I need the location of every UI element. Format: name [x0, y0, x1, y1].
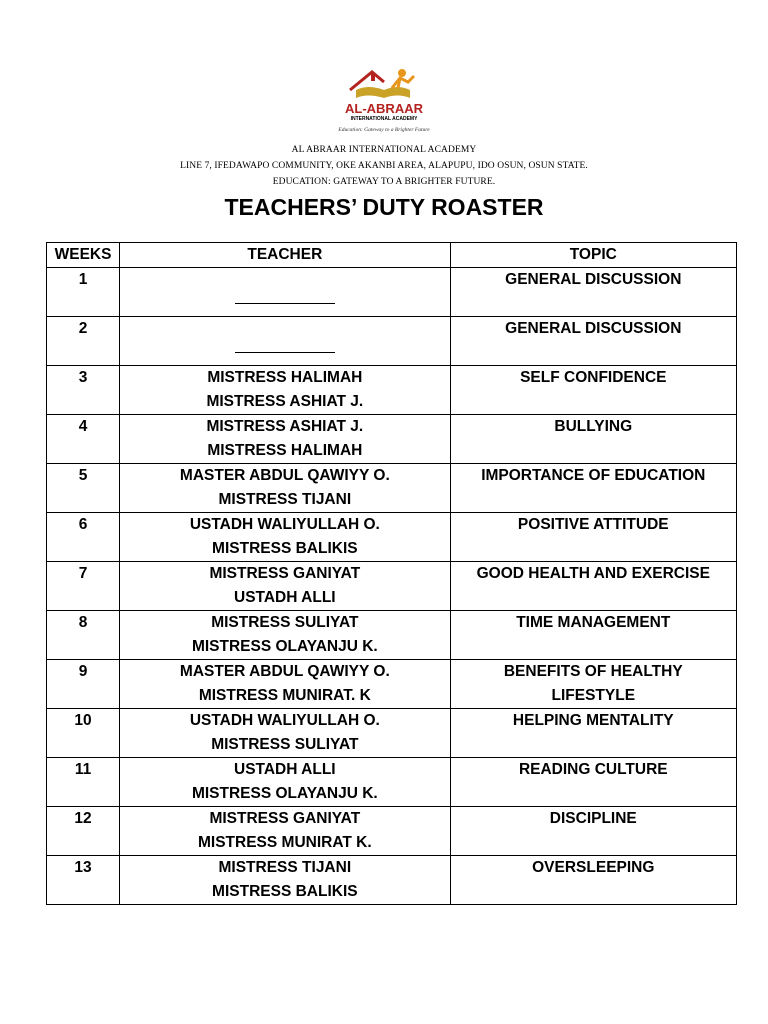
table-row	[47, 562, 737, 611]
school-motto: EDUCATION: GATEWAY TO A BRIGHTER FUTURE.	[272, 177, 496, 187]
teacher-name: MISTRESS MUNIRAT K.	[198, 834, 372, 851]
table-header-row	[47, 243, 737, 268]
topic-cell	[450, 611, 736, 660]
topic-text	[453, 390, 734, 414]
topic-cell	[450, 807, 736, 856]
topic-cell	[450, 366, 736, 415]
topic-cell	[450, 268, 736, 317]
teacher-name: MISTRESS HALIMAH	[207, 369, 363, 386]
teacher-name: USTADH WALIYULLAH O.	[189, 712, 380, 729]
topic-text: READING CULTURE	[518, 761, 668, 778]
teacher-name: MISTRESS OLAYANJU K.	[191, 638, 378, 655]
week-cell: 12	[47, 807, 120, 856]
topic-text: GOOD HEALTH AND EXERCISE	[476, 565, 710, 582]
week-cell: 10	[47, 709, 120, 758]
teacher-name: MISTRESS SULIYAT	[211, 736, 359, 753]
teacher-cell	[120, 856, 450, 905]
topic-cell	[450, 709, 736, 758]
teacher-name: MISTRESS BALIKIS	[212, 883, 358, 900]
teacher-cell	[120, 807, 450, 856]
teacher-name: MISTRESS MUNIRAT. K	[198, 687, 371, 704]
teacher-name: USTADH ALLI	[234, 589, 336, 606]
teacher-blank-line	[122, 292, 447, 316]
week-cell: 11	[47, 758, 120, 807]
teacher-cell	[120, 562, 450, 611]
teacher-blank-line	[122, 341, 447, 365]
teacher-name: MISTRESS TIJANI	[218, 491, 352, 508]
blank-underline	[235, 303, 335, 304]
topic-cell	[450, 856, 736, 905]
teacher-name: MISTRESS SULIYAT	[211, 614, 359, 631]
week-cell: 2	[47, 317, 120, 366]
teacher-line-empty	[122, 317, 447, 341]
table-row	[47, 268, 737, 317]
topic-text: GENERAL DISCUSSION	[505, 320, 682, 337]
topic-cell	[450, 660, 736, 709]
teacher-cell	[120, 660, 450, 709]
column-header-weeks: WEEKS	[47, 243, 120, 268]
topic-text: IMPORTANCE OF EDUCATION	[481, 467, 706, 484]
teacher-cell	[120, 709, 450, 758]
week-cell: 1	[47, 268, 120, 317]
topic-text	[453, 733, 734, 757]
topic-cell	[450, 317, 736, 366]
teacher-name: MISTRESS ASHIAT J.	[206, 393, 364, 410]
topic-text: HELPING MENTALITY	[512, 712, 674, 729]
teacher-name: MISTRESS OLAYANJU K.	[191, 785, 378, 802]
teacher-cell	[120, 758, 450, 807]
duty-roster-table	[46, 242, 737, 905]
topic-text: TIME MANAGEMENT	[516, 614, 671, 631]
table-row	[47, 807, 737, 856]
week-cell: 13	[47, 856, 120, 905]
topic-text	[453, 586, 734, 610]
school-logo	[0, 60, 768, 140]
logo-emblem-icon	[0, 60, 768, 140]
school-address: LINE 7, IFEDAWAPO COMMUNITY, OKE AKANBI AREA, ALAPUPU, IDO OSUN, OSUN STATE.	[180, 161, 588, 171]
topic-text	[453, 488, 734, 512]
blank-underline	[235, 352, 335, 353]
week-cell: 4	[47, 415, 120, 464]
topic-text	[453, 439, 734, 463]
table-row	[47, 611, 737, 660]
teacher-name: MISTRESS GANIYAT	[209, 810, 361, 827]
topic-text: BENEFITS OF HEALTHY	[503, 663, 683, 680]
school-name: AL ABRAAR INTERNATIONAL ACADEMY	[291, 145, 477, 155]
page-title: TEACHERS’ DUTY ROASTER	[224, 194, 544, 220]
topic-text	[453, 880, 734, 904]
teacher-cell	[120, 317, 450, 366]
table-row	[47, 856, 737, 905]
teacher-cell	[120, 268, 450, 317]
topic-cell	[450, 464, 736, 513]
logo-subtext: INTERNATIONAL ACADEMY	[350, 116, 418, 122]
teacher-name: MISTRESS GANIYAT	[209, 565, 361, 582]
table-row	[47, 366, 737, 415]
teacher-cell	[120, 366, 450, 415]
table-row	[47, 317, 737, 366]
topic-text: GENERAL DISCUSSION	[505, 271, 682, 288]
topic-cell	[450, 562, 736, 611]
topic-text	[453, 831, 734, 855]
teacher-line-empty	[122, 268, 447, 292]
topic-text	[453, 341, 734, 365]
table-row	[47, 513, 737, 562]
table-row	[47, 758, 737, 807]
teacher-name: USTADH WALIYULLAH O.	[189, 516, 380, 533]
teacher-name: MISTRESS ASHIAT J.	[206, 418, 364, 435]
week-cell: 8	[47, 611, 120, 660]
week-cell: 9	[47, 660, 120, 709]
topic-text	[453, 635, 734, 659]
teacher-cell	[120, 464, 450, 513]
column-header-teacher: TEACHER	[120, 243, 450, 268]
topic-cell	[450, 513, 736, 562]
topic-text: BULLYING	[554, 418, 633, 435]
table-row	[47, 464, 737, 513]
topic-text	[453, 537, 734, 561]
logo-tagline: Education: Gateway to a Brighter Future	[338, 127, 430, 133]
table-row	[47, 415, 737, 464]
teacher-name: MISTRESS HALIMAH	[207, 442, 363, 459]
topic-text	[453, 782, 734, 806]
topic-text: POSITIVE ATTITUDE	[517, 516, 669, 533]
teacher-cell	[120, 415, 450, 464]
teacher-name: MASTER ABDUL QAWIYY O.	[179, 663, 390, 680]
teacher-name: USTADH ALLI	[234, 761, 336, 778]
week-cell: 3	[47, 366, 120, 415]
topic-cell	[450, 415, 736, 464]
topic-text: DISCIPLINE	[549, 810, 637, 827]
table-row	[47, 709, 737, 758]
teacher-cell	[120, 611, 450, 660]
week-cell: 5	[47, 464, 120, 513]
teacher-name: MISTRESS BALIKIS	[212, 540, 358, 557]
roster-body	[47, 268, 737, 905]
topic-text: LIFESTYLE	[551, 687, 636, 704]
topic-text	[453, 292, 734, 316]
logo-text: AL-ABRAAR	[345, 101, 423, 116]
teacher-cell	[120, 513, 450, 562]
teacher-name: MASTER ABDUL QAWIYY O.	[179, 467, 390, 484]
week-cell: 6	[47, 513, 120, 562]
topic-text: SELF CONFIDENCE	[520, 369, 667, 386]
table-row	[47, 660, 737, 709]
topic-text: OVERSLEEPING	[532, 859, 655, 876]
topic-cell	[450, 758, 736, 807]
column-header-topic: TOPIC	[450, 243, 736, 268]
teacher-name: MISTRESS TIJANI	[218, 859, 352, 876]
week-cell: 7	[47, 562, 120, 611]
